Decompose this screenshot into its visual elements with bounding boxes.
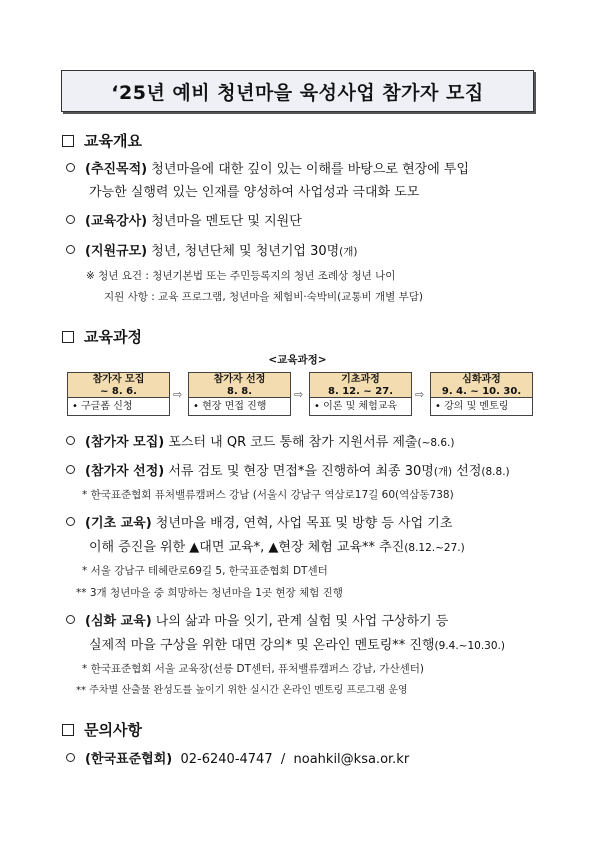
list-item-advanced: (심화 교육) 나의 삶과 마을 잇기, 관계 실험 및 사업 구상하기 등 <box>66 611 546 633</box>
list-item-purpose: (추진목적) 청년마을에 대한 깊이 있는 이해를 바탕으로 현장에 투입 <box>66 159 546 181</box>
arrow-icon: ⇨ <box>415 388 425 401</box>
circle-bullet-icon <box>66 465 75 474</box>
contact-email: noahkil@ksa.or.kr <box>293 752 410 767</box>
circle-bullet-icon <box>66 215 75 224</box>
square-bullet-icon <box>62 724 74 736</box>
list-item-basic-cont: 이해 증진을 위한 ▲대면 교육*, ▲현장 체험 교육** 추진(8.12.~27.) <box>89 540 465 555</box>
list-item-select: (참가자 선정) 서류 검토 및 현장 면접*을 진행하여 최종 30명(개) 선정(8.8.) <box>66 461 546 483</box>
list-item-contact: (한국표준협회) 02-6240-4747 / noahkil@ksa.or.kr <box>66 749 546 771</box>
circle-bullet-icon <box>66 436 75 445</box>
section-heading-overview: 교육개요 <box>62 130 142 151</box>
circle-bullet-icon <box>66 753 75 762</box>
section-heading-contact: 문의사항 <box>62 719 142 740</box>
flow-title: <교육과정> <box>268 354 327 366</box>
flow-stage-basic: 기초과정 8. 12. ~ 27. • 이론 및 체험교육 <box>309 372 412 416</box>
note-support: 지원 사항 : 교육 프로그램, 청년마을 체험비·숙박비(교통비 개별 부담) <box>104 291 423 303</box>
section-heading-course: 교육과정 <box>62 326 142 347</box>
list-item-recruit: (참가자 모집) 포스터 내 QR 코드 통해 참가 지원서류 제출(~8.6.) <box>66 432 546 454</box>
circle-bullet-icon <box>66 245 75 254</box>
list-item-scale: (지원규모) 청년, 청년단체 및 청년기업 30명(개) <box>66 241 546 263</box>
square-bullet-icon <box>62 331 74 343</box>
arrow-icon: ⇨ <box>173 388 183 401</box>
circle-bullet-icon <box>66 517 75 526</box>
note-advanced-venue: * 한국표준협회 서울 교육장(선릉 DT센터, 퓨처밸류캠퍼스 강남, 가산센터) <box>82 663 424 675</box>
page-title-text: ‘25년 예비 청년마을 육성사업 참가자 모집 <box>111 81 484 104</box>
square-bullet-icon <box>62 135 74 147</box>
circle-bullet-icon <box>66 615 75 624</box>
flow-stage-advanced: 심화과정 9. 4. ~ 10. 30. • 강의 및 멘토링 <box>430 372 533 416</box>
contact-phone: 02-6240-4747 <box>180 752 273 767</box>
note-basic-field: ** 3개 청년마을 중 희망하는 청년마을 1곳 현장 체험 진행 <box>76 587 343 599</box>
flow-stage-select: 참가자 선정 8. 8. • 현장 면접 진행 <box>188 372 291 416</box>
note-advanced-mentoring: ** 주차별 산출물 완성도를 높이기 위한 실시간 온라인 멘토링 프로그램 운영 <box>76 685 408 696</box>
page-title <box>61 70 534 112</box>
list-item-lecturer: (교육강사) 청년마을 멘토단 및 지원단 <box>66 211 546 233</box>
list-item-basic: (기초 교육) 청년마을 배경, 연혁, 사업 목표 및 방향 등 사업 기초 <box>66 513 546 535</box>
circle-bullet-icon <box>66 163 75 172</box>
flow-stage-recruit: 참가자 모집 ~ 8. 6. • 구글폼 신청 <box>67 372 170 416</box>
list-item-purpose-cont: 가능한 실행력 있는 인재를 양성하여 사업성과 극대화 도모 <box>89 185 420 200</box>
arrow-icon: ⇨ <box>294 388 304 401</box>
list-item-advanced-cont: 실제적 마을 구상을 위한 대면 강의* 및 온라인 멘토링** 진행(9.4.~10.30.) <box>89 638 505 653</box>
note-basic-venue: * 서울 강남구 테헤란로69길 5, 한국표준협회 DT센터 <box>82 565 328 577</box>
note-select-venue: * 한국표준협회 퓨처밸류캠퍼스 강남 (서울시 강남구 역삼로17길 60(역삼동738) <box>82 489 454 501</box>
note-youth-requirement: ※ 청년 요건 : 청년기본법 또는 주민등록지의 청년 조례상 청년 나이 <box>86 270 396 282</box>
